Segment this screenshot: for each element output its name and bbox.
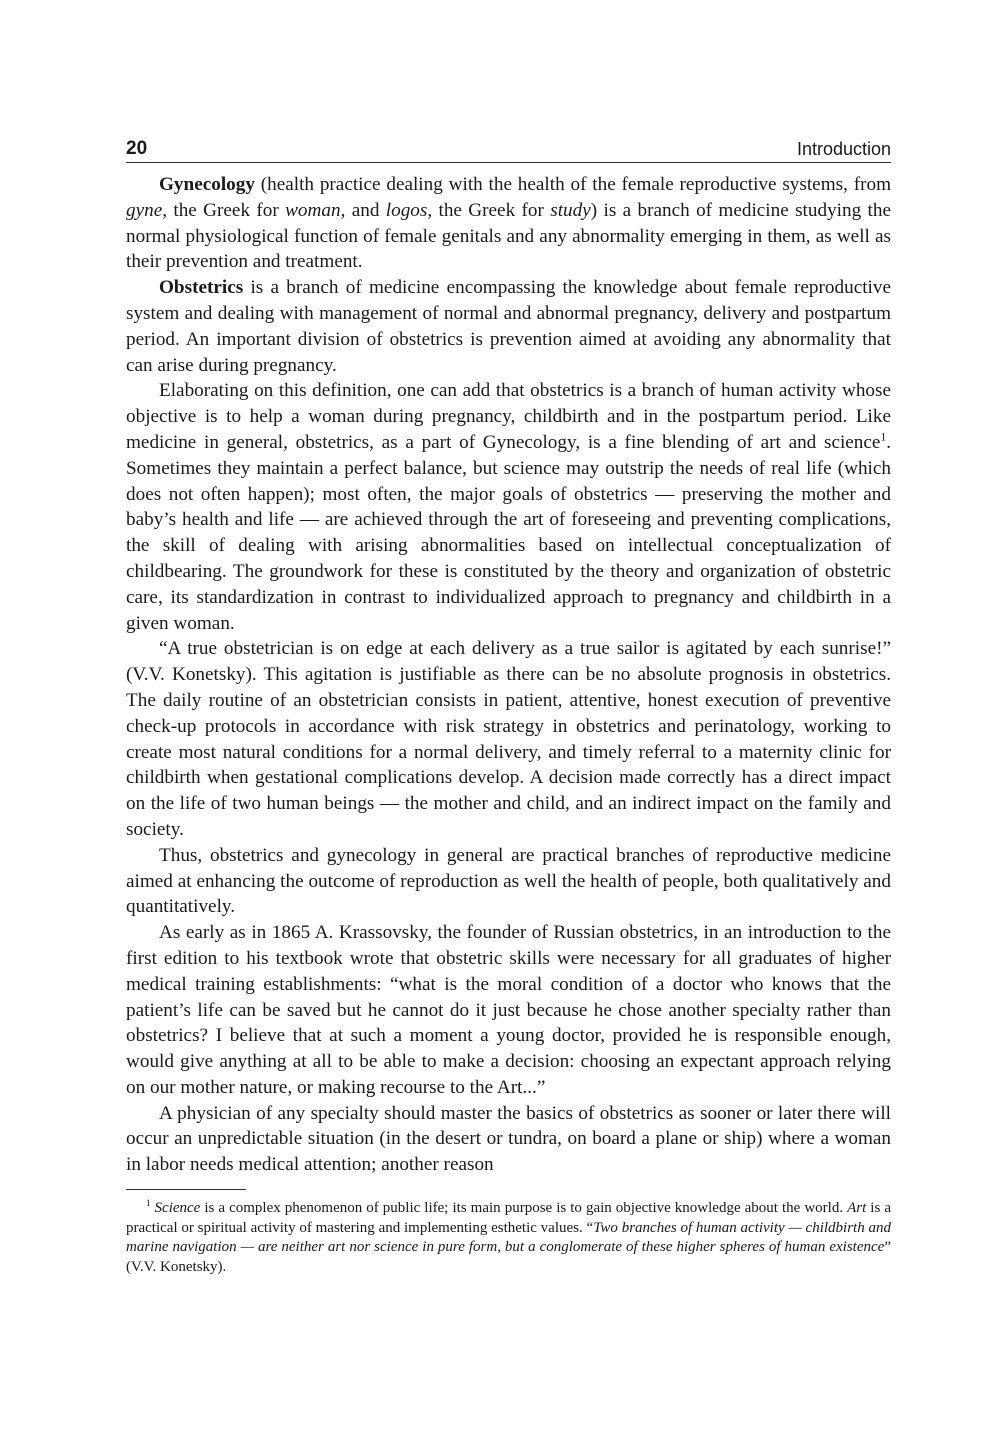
page-number: 20 <box>126 138 148 159</box>
term-obstetrics: Obstetrics <box>159 277 244 299</box>
book-page <box>126 136 891 1277</box>
footnotes <box>126 1199 891 1277</box>
paragraph-obstetrics: Obstetrics is a branch of medicine encompassing the knowledge about female reproductive system and dealing with management of normal and abnormal pregnancy, delivery and postpartum period. An important division of obstetrics is prevention aimed at avoiding any abnormality that can arise during pregnancy. <box>126 277 891 376</box>
running-header <box>126 136 891 163</box>
section-title: Introduction <box>796 139 891 159</box>
paragraph-physician: A physician of any specialty should master the basics of obstetrics as sooner or later there will occur an unpredictable situation (in the desert or tundra, on board a plane or ship) where a woman in labor needs medical attention; another reason <box>126 1102 891 1176</box>
footnote-1: $^1$ Science is a complex phenomenon of public life; its main purpose is to gain objective knowledge about the world. Art is a practical or spiritual activity of mastering and implementing esthetic values. “Two branches of human activity — childbirth and marine navigation — are neither art nor science in pure form, but a conglomerate of these higher spheres of human existence” (V.V. Konetsky). <box>126 1198 892 1275</box>
paragraph-konetsky-quote: “A true obstetrician is on edge at each delivery as a true sailor is agitated by each sunrise!” (V.V. Konetsky). This agitation is justifiable as there can be no absolute prognosis in obstetrics. The daily routine of an obstetrician consists in patient, attentive, honest execution of preventive check-up protocols in accordance with risk strategy in obstetrics and perinatology, working to create most natural conditions for a normal delivery, and timely referral to a maternity clinic for childbirth when gestational complications develop. A decision made correctly has a direct impact on the life of two human beings — the mother and child, and an indirect impact on the family and society. <box>126 638 891 840</box>
paragraph-elaborating: Elaborating on this definition, one can add that obstetrics is a branch of human activity whose objective is to help a woman during pregnancy, childbirth and in the postpartum period. Like medicine in general, obstetrics, as a part of Gynecology, is a fine blending of art and science$^1$. Sometimes they maintain a perfect balance, but science may outstrip the needs of real life (which does not often happen); most often, the major goals of obstetrics — preserving the mother and baby’s health and life — are achieved through the art of foreseeing and preventing complications, the skill of dealing with arising abnormalities based on intellectual conceptualization of childbearing. The groundwork for these is constituted by the theory and organization of obstetric care, its standardization in contrast to individualized approach to pregnancy and childbirth in a given woman. <box>126 380 891 634</box>
term-gynecology: Gynecology <box>159 174 255 195</box>
footnote-marker: 1 <box>146 1198 151 1209</box>
footnote-divider <box>126 1189 246 1190</box>
body-text <box>126 172 891 1178</box>
paragraph-gynecology: Gynecology (health practice dealing with the health of the female reproductive systems, from gyne, the Greek for woman, and logos, the Greek for study) is a branch of medicine studying the normal physiological function of female genitals and any abnormality emerging in them, as well as their prevention and treatment. <box>126 174 891 273</box>
footnote-reference[interactable]: 1 <box>880 431 887 444</box>
paragraph-krassovsky: As early as in 1865 A. Krassovsky, the founder of Russian obstetrics, in an introduction to the first edition to his textbook wrote that obstetric skills were necessary for all graduates of higher medical training establishments: “what is the moral condition of a doctor who knows that the patient’s life can be saved but he cannot do it just because he chose another specialty rather than obstetrics? I believe that at such a moment a young doctor, provided he is responsible enough, would give anything at all to be able to make a decision: choosing an expectant approach relying on our mother nature, or making recourse to the Art...” <box>126 922 891 1098</box>
paragraph-thus: Thus, obstetrics and gynecology in general are practical branches of reproductive medicine aimed at enhancing the outcome of reproduction as well the health of people, both qualitatively and quantitatively. <box>126 844 891 918</box>
